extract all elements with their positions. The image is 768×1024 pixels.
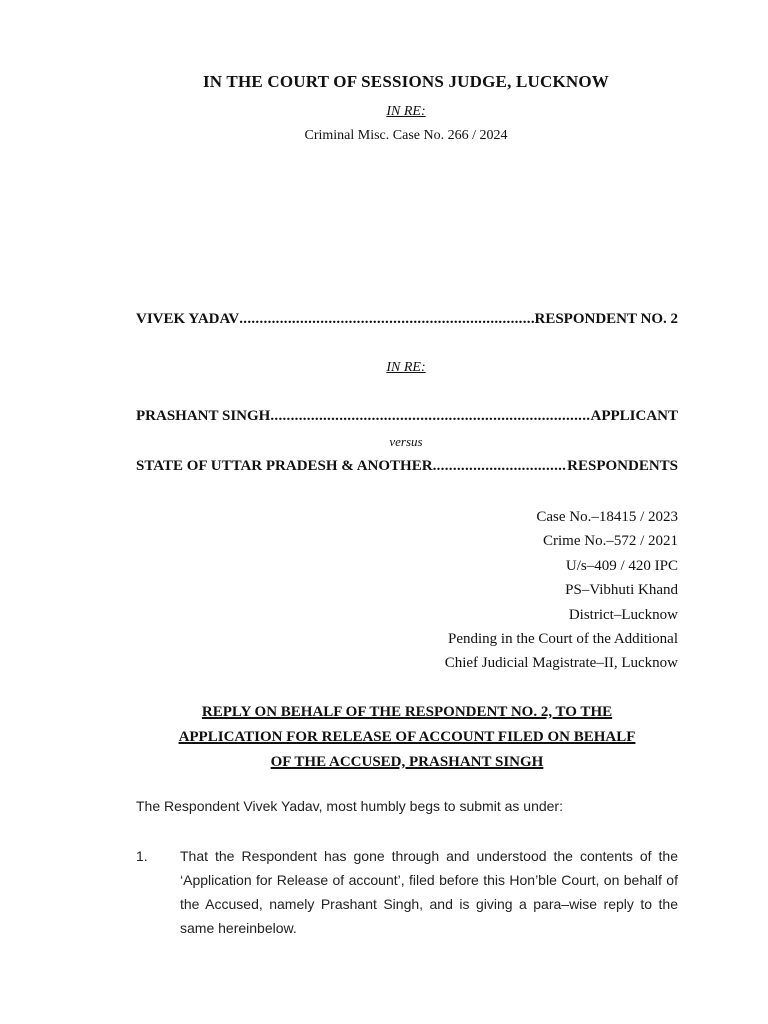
respondents-role: RESPONDENTS bbox=[567, 458, 678, 474]
reply-heading-line: APPLICATION FOR RELEASE OF ACCOUNT FILED ON BEHALF bbox=[178, 729, 636, 745]
intro-text: The Respondent Vivek Yadav, most humbly begs to submit as under: bbox=[136, 798, 563, 814]
respondent-no-2-line bbox=[136, 311, 678, 328]
reply-heading-line: REPLY ON BEHALF OF THE RESPONDENT NO. 2, TO THE bbox=[201, 704, 613, 720]
case-details-block bbox=[445, 505, 678, 676]
criminal-misc-case-number: Criminal Misc. Case No. 266 / 2024 bbox=[304, 128, 508, 143]
case-detail-line: Case No.–18415 / 2023 bbox=[536, 509, 678, 525]
case-detail-line: Crime No.–572 / 2021 bbox=[543, 533, 678, 550]
paragraph-text: That the Respondent has gone through and understood the contents of the ‘Application for Release of account’, filed before this Hon’ble Court, on behalf of the Accused, namely Prashant Singh, and is giving a para–wise reply to the same hereinbelow. bbox=[180, 848, 678, 936]
in-re-heading-middle: IN RE: bbox=[386, 360, 426, 375]
respondents-line bbox=[136, 458, 678, 475]
respondent-no-2-role: RESPONDENT NO. 2 bbox=[534, 311, 678, 327]
in-re-heading-top: IN RE: bbox=[386, 104, 426, 119]
applicant-role: APPLICANT bbox=[590, 408, 678, 424]
applicant-name: PRASHANT SINGH bbox=[136, 408, 271, 424]
dot-leader bbox=[433, 458, 568, 475]
case-detail-line: Pending in the Court of the Additional bbox=[448, 631, 678, 648]
versus-label: versus bbox=[389, 434, 423, 449]
respondents-name: STATE OF UTTAR PRADESH & ANOTHER bbox=[136, 458, 433, 474]
applicant-line bbox=[136, 408, 678, 425]
case-detail-line: District–Lucknow bbox=[568, 606, 678, 623]
respondent-no-2-name: VIVEK YADAV bbox=[136, 311, 240, 327]
reply-heading bbox=[136, 700, 678, 775]
dot-leader bbox=[270, 408, 590, 425]
paragraph-number: 1. bbox=[136, 848, 148, 864]
case-detail-line: Chief Judicial Magistrate–II, Lucknow bbox=[444, 655, 678, 672]
reply-heading-line: OF THE ACCUSED, PRASHANT SINGH bbox=[270, 754, 544, 770]
court-title: IN THE COURT OF SESSIONS JUDGE, LUCKNOW bbox=[202, 72, 609, 91]
case-detail-line: U/s–409 / 420 IPC bbox=[565, 557, 678, 574]
case-detail-line: PS–Vibhuti Khand bbox=[565, 582, 678, 599]
dot-leader bbox=[239, 311, 534, 328]
paragraph-1 bbox=[136, 844, 678, 940]
